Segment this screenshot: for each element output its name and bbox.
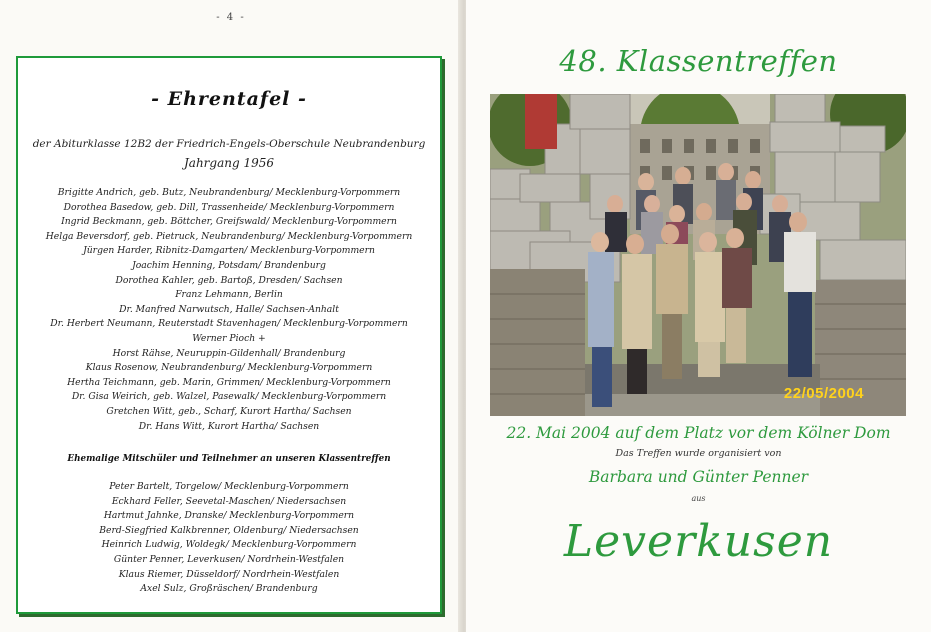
list-item: Dorothea Kahler, geb. Bartoß, Dresden/ Sachsen (115, 274, 343, 286)
list-item: Günter Penner, Leverkusen/ Nordrhein-Westfalen (113, 553, 345, 565)
honor-list (18, 186, 440, 434)
list-item: Hartmut Jahnke, Dranske/ Mecklenburg-Vorpommern (103, 510, 355, 522)
former-classmates-list (18, 480, 440, 597)
list-item: Jürgen Harder, Ribnitz-Damgarten/ Mecklenburg-Vorpommern (83, 245, 375, 257)
left-page (0, 0, 462, 632)
honor-roll-frame (16, 56, 442, 614)
former-classmates-heading: Ehemalige Mitschüler und Teilnehmer an unseren Klassentreffen (67, 454, 391, 464)
list-item: Dr. Manfred Narwutsch, Halle/ Sachsen-Anhalt (119, 303, 339, 315)
list-item: Werner Pioch + (192, 332, 266, 344)
right-page (466, 0, 931, 632)
organizers-names: Barbara und Günter Penner (588, 468, 809, 486)
list-item: Joachim Henning, Potsdam/ Brandenburg (132, 259, 326, 271)
list-item: Franz Lehmann, Berlin (175, 289, 283, 301)
photo-caption: 22. Mai 2004 auf dem Platz vor dem Kölner Dom (506, 424, 891, 442)
list-item: Helga Beversdorf, geb. Pietruck, Neubrandenburg/ Mecklenburg-Vorpommern (45, 230, 413, 242)
list-item: Dorothea Basedow, geb. Dill, Trassenheide/ Mecklenburg-Vorpommern (63, 201, 395, 213)
list-item: Dr. Gisa Weirich, geb. Walzel, Pasewalk/ Mecklenburg-Vorpommern (71, 391, 387, 403)
list-item: Klaus Rosenow, Neubrandenburg/ Mecklenburg-Vorpommern (85, 362, 373, 374)
list-item: Axel Sulz, Großräschen/ Brandenburg (140, 583, 318, 595)
list-item: Heinrich Ludwig, Woldegk/ Mecklenburg-Vorpommern (101, 539, 357, 551)
list-item: Horst Rähse, Neuruppin-Gildenhall/ Brandenburg (112, 347, 346, 359)
list-item: Dr. Herbert Neumann, Reuterstadt Stavenhagen/ Mecklenburg-Vorpommern (50, 318, 408, 330)
group-photo-illustration (490, 94, 906, 416)
list-item: Peter Bartelt, Torgelow/ Mecklenburg-Vorpommern (109, 481, 349, 492)
city-name: Leverkusen (563, 516, 834, 567)
list-item: Berd-Siegfried Kalkbrenner, Oldenburg/ Niedersachsen (99, 524, 359, 536)
class-description: der Abiturklasse 12B2 der Friedrich-Engels-Oberschule Neubrandenburg (32, 138, 426, 150)
group-photo (490, 94, 906, 416)
photo-date-stamp: 22/05/2004 (783, 385, 864, 402)
list-item: Eckhard Feller, Seevetal-Maschen/ Niedersachsen (111, 495, 347, 507)
reunion-title: 48. Klassentreffen (559, 44, 838, 78)
list-item: Gretchen Witt, geb., Scharf, Kurort Hartha/ Sachsen (106, 405, 352, 417)
list-item: Ingrid Beckmann, geb. Böttcher, Greifswald/ Mecklenburg-Vorpommern (61, 216, 397, 228)
from-label: aus (691, 494, 706, 503)
list-item: Brigitte Andrich, geb. Butz, Neubrandenburg/ Mecklenburg-Vorpommern (57, 187, 401, 198)
page-number: - 4 - (216, 12, 246, 23)
list-item: Dr. Hans Witt, Kurort Hartha/ Sachsen (138, 420, 320, 432)
organized-by-line: Das Treffen wurde organisiert von (615, 448, 782, 459)
list-item: Klaus Riemer, Düsseldorf/ Nordrhein-Westfalen (118, 568, 340, 580)
list-item: Hertha Teichmann, geb. Marin, Grimmen/ Mecklenburg-Vorpommern (67, 376, 391, 388)
graduation-year: Jahrgang 1956 (183, 156, 275, 170)
honor-roll-title: - Ehrentafel - (151, 88, 307, 110)
